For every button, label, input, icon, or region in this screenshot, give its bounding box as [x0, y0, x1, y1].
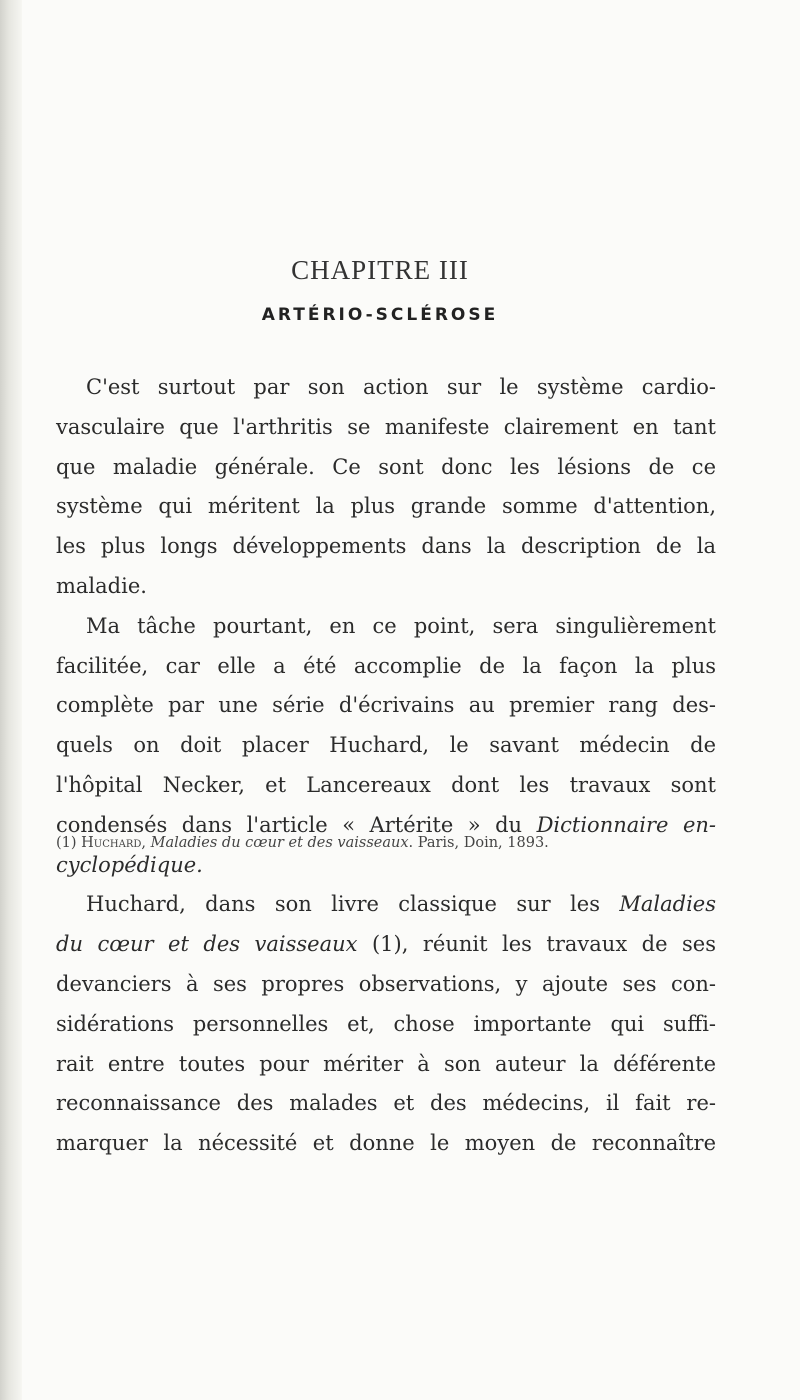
footnote-author: Huchard	[81, 835, 142, 851]
section-title: ARTÉRIO-SCLÉROSE	[261, 305, 499, 325]
footnote-rest: . Paris, Doin, 1893.	[408, 835, 549, 851]
text-line: reconnaissance des malades et des médecins, il fait re-	[56, 1091, 716, 1116]
footnote-title: Maladies du cœur et des vaisseaux	[150, 835, 409, 851]
text-line: rait entre toutes pour mériter à son auteur la déférente	[56, 1051, 716, 1076]
text-line: Ma tâche pourtant, en ce point, sera singulièrement	[86, 613, 716, 638]
text-line: que maladie générale. Ce sont donc les lésions de ce	[56, 454, 716, 479]
chapter-title: CHAPITRE III	[291, 255, 469, 285]
footnote-separator: ,	[141, 835, 151, 851]
text-line: l'hôpital Necker, et Lancereaux dont les travaux sont	[56, 772, 716, 797]
text-line: devanciers à ses propres observations, y ajoute ses con-	[56, 971, 716, 996]
text-line: système qui méritent la plus grande somme d'attention,	[56, 494, 716, 519]
text-line: quels on doit placer Huchard, le savant médecin de	[56, 733, 716, 758]
footnote	[56, 835, 716, 851]
text-line: marquer la nécessité et donne le moyen de reconnaître	[56, 1131, 716, 1156]
italic-run: Dictionnaire en-	[536, 812, 716, 837]
text-line	[56, 925, 716, 965]
text-line: les plus longs développements dans la description de la	[56, 534, 716, 559]
italic-run: Maladies	[619, 892, 716, 917]
italic-run: du cœur et des vaisseaux	[56, 932, 358, 957]
text-run: Huchard, dans son livre classique sur les	[86, 892, 620, 917]
text-line: maladie.	[56, 573, 147, 598]
binding-gutter	[0, 0, 22, 1400]
footnote-marker: (1)	[56, 835, 82, 851]
text-line	[56, 885, 716, 925]
text-line: complète par une série d'écrivains au premier rang des-	[56, 693, 716, 718]
text-line: facilitée, car elle a été accomplie de la façon la plus	[56, 653, 716, 678]
text-run: (1), réunit les travaux de ses	[357, 932, 716, 957]
text-line: cyclopédique.	[56, 852, 203, 877]
text-line: vasculaire que l'arthritis se manifeste clairement en tant	[56, 414, 716, 439]
text-line: C'est surtout par son action sur le système cardio-	[86, 375, 716, 399]
text-run: condensés dans l'article « Artérite » du	[56, 812, 537, 837]
body-text	[56, 368, 716, 1164]
text-line: sidérations personnelles et, chose importante qui suffi-	[56, 1011, 716, 1036]
